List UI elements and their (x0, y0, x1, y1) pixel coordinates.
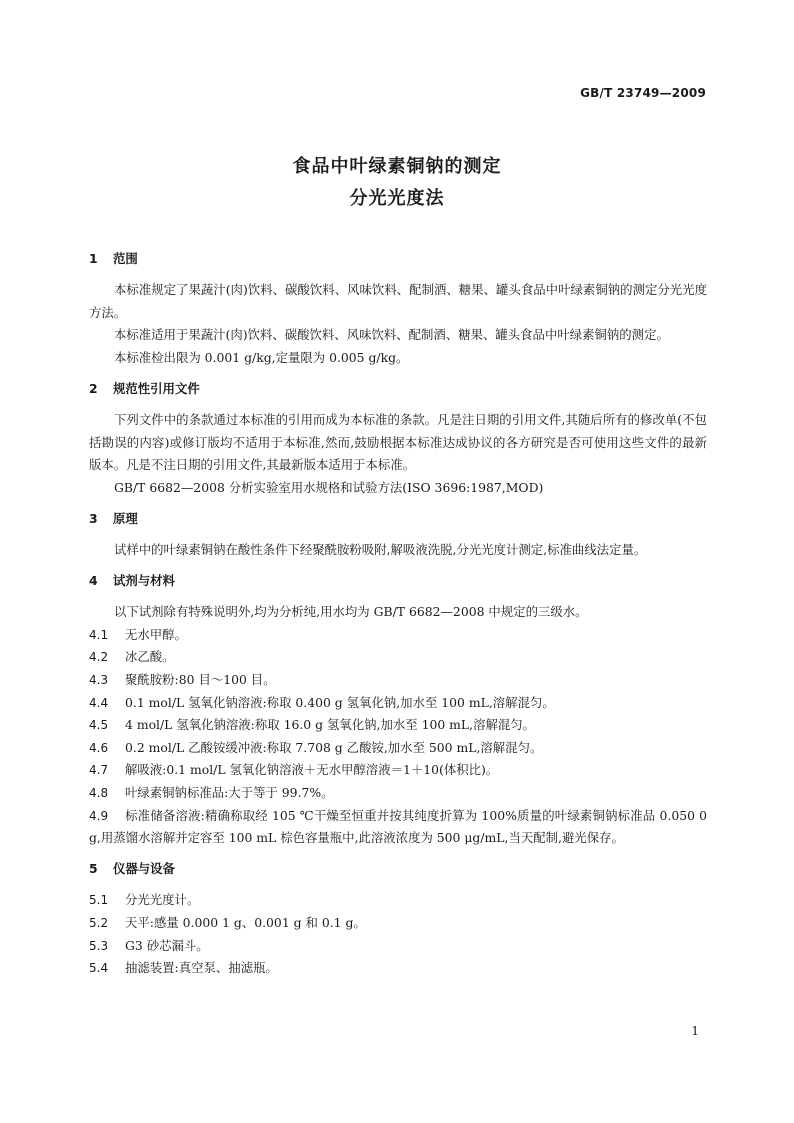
list-item (89, 714, 707, 737)
section-number: 3 (89, 510, 98, 526)
item-text: 分光光度计。 (125, 892, 200, 908)
item-text: 标准储备溶液:精确称取经 105 ℃干燥至恒重并按其纯度折算为 100%质量的叶绿素铜钠标准品 0.050 0 g,用蒸馏水溶解并定容至 100 mL 棕色容量瓶中,此溶液浓度为 500 μg/mL,当天配制,避光保存。 (89, 807, 707, 846)
item-text: 叶绿素铜钠标准品:大于等于 99.7%。 (125, 784, 334, 800)
document-subtitle: 分光光度法 (349, 188, 445, 209)
item-number: 5.1 (89, 893, 109, 908)
section-heading-normative-references (89, 378, 707, 401)
item-number: 4.2 (89, 650, 109, 665)
section-heading-reagents (89, 570, 707, 593)
item-number: 4.6 (89, 740, 109, 755)
section-number: 5 (89, 861, 98, 877)
section-title: 原理 (113, 510, 138, 526)
list-item (89, 624, 707, 647)
section-heading-scope (89, 248, 707, 271)
reference-entry: GB/T 6682—2008 分析实验室用水规格和试验方法(ISO 3696:1987,MOD) (114, 479, 544, 495)
item-text: 解吸液:0.1 mol/L 氢氧化钠溶液＋无水甲醇溶液＝1＋10(体积比)。 (125, 762, 499, 778)
list-item (89, 935, 707, 958)
list-item (89, 759, 707, 782)
list-item (89, 737, 707, 760)
section-number: 2 (89, 380, 98, 396)
section-title: 规范性引用文件 (113, 380, 200, 396)
item-number: 4.5 (89, 718, 109, 733)
paragraph: 本标准检出限为 0.001 g/kg,定量限为 0.005 g/kg。 (114, 349, 409, 365)
list-item (89, 957, 707, 980)
item-number: 4.8 (89, 785, 109, 800)
section-title: 试剂与材料 (113, 573, 175, 589)
item-text: 抽滤装置:真空泵、抽滤瓶。 (125, 960, 278, 976)
list-item (89, 646, 707, 669)
item-number: 4.4 (89, 695, 109, 710)
list-item (89, 669, 707, 692)
section-heading-principle (89, 508, 707, 531)
item-number: 4.9 (89, 808, 109, 823)
item-text: 聚酰胺粉:80 目～100 目。 (125, 672, 276, 687)
standard-code: GB/T 23749—2009 (580, 86, 706, 100)
document-title: 食品中叶绿素铜钠的测定 (292, 156, 502, 177)
section-heading-apparatus (89, 858, 707, 881)
list-item (89, 889, 707, 912)
section-number: 4 (89, 573, 98, 589)
item-number: 4.7 (89, 763, 109, 778)
paragraph: 下列文件中的条款通过本标准的引用而成为本标准的条款。凡是注日期的引用文件,其随后所有的修改单(不包括勘误的内容)或修订版均不适用于本标准,然而,鼓励根据本标准达成协议的各方研究是否可使用这些文件的最新版本。凡是不注日期的引用文件,其最新版本适用于本标准。 (89, 412, 707, 473)
list-item (89, 782, 707, 805)
page-number: 1 (691, 1024, 699, 1038)
paragraph: 试样中的叶绿素铜钠在酸性条件下经聚酰胺粉吸附,解吸液洗脱,分光光度计测定,标准曲线法定量。 (114, 542, 647, 558)
document-body (89, 248, 707, 980)
paragraph: 本标准适用于果蔬汁(肉)饮料、碳酸饮料、风味饮料、配制酒、糖果、罐头食品中叶绿素铜钠的测定。 (114, 327, 669, 343)
section-title: 仪器与设备 (113, 861, 175, 877)
paragraph: 本标准规定了果蔬汁(肉)饮料、碳酸饮料、风味饮料、配制酒、糖果、罐头食品中叶绿素铜钠的测定分光光度方法。 (89, 282, 707, 320)
item-text: G3 砂芯漏斗。 (125, 937, 209, 953)
list-item (89, 692, 707, 715)
item-text: 4 mol/L 氢氧化钠溶液:称取 16.0 g 氢氧化钠,加水至 100 mL,溶解混匀。 (125, 717, 536, 733)
section-number: 1 (89, 251, 98, 266)
item-text: 0.2 mol/L 乙酸铵缓冲液:称取 7.708 g 乙酸铵,加水至 500 mL,溶解混匀。 (125, 739, 543, 755)
item-text: 无水甲醇。 (125, 626, 187, 642)
item-text: 冰乙酸。 (125, 649, 175, 665)
item-number: 4.1 (89, 627, 109, 642)
section-title: 范围 (113, 251, 138, 266)
item-number: 5.2 (89, 915, 109, 930)
list-item (89, 805, 707, 850)
item-number: 4.3 (89, 673, 109, 687)
item-text: 天平:感量 0.000 1 g、0.001 g 和 0.1 g。 (125, 914, 366, 930)
paragraph: 以下试剂除有特殊说明外,均为分析纯,用水均为 GB/T 6682—2008 中规定的三级水。 (114, 604, 588, 620)
list-item (89, 912, 707, 935)
item-text: 0.1 mol/L 氢氧化钠溶液:称取 0.400 g 氢氧化钠,加水至 100 mL,溶解混匀。 (125, 694, 555, 710)
item-number: 5.3 (89, 938, 109, 953)
item-number: 5.4 (89, 961, 109, 976)
